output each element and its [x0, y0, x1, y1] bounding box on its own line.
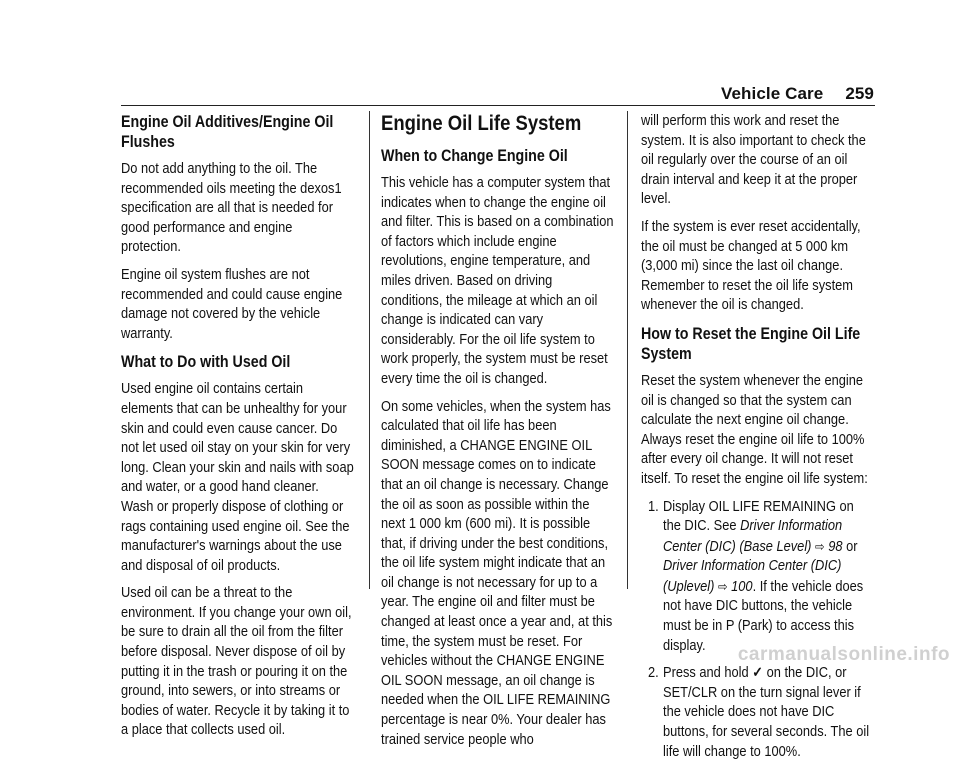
- column-middle: [381, 112, 614, 758]
- page-arrow-icon: ⇨: [717, 578, 728, 594]
- xref-page-100[interactable]: 100: [731, 578, 753, 595]
- paragraph: On some vehicles, when the system has calculated that oil life has been diminished, a CHANGE ENGINE OIL SOON message comes on to indicate that an oil change is necessary. Change the oil as soon as possible within the next 1 000 km (600 mi). It is possible that, if driving under the best conditions, the oil life system might indicate that an oil change is not necessary for up to a year. The engine oil and filter must be changed at least once a year and, at this time, the system must be reset. For vehicles without the CHANGE ENGINE OIL SOON message, an oil change is needed when the OIL LIFE REMAINING percentage is near 0%. Your dealer has trained service people who: [381, 398, 613, 748]
- list-item: [641, 664, 874, 762]
- list-item: [641, 498, 874, 657]
- heading-used-oil: What to Do with Used Oil: [121, 353, 291, 372]
- paragraph: Used oil can be a threat to the environment. If you change your own oil, be sure to drain all the oil from the filter before disposal. Never dispose of oil by putting it in the trash or pouring it on the ground, into sewers, or into streams or bodies of water. Recycle it by taking it to a place that collects used oil.: [121, 585, 352, 739]
- paragraph: Do not add anything to the oil. The recommended oils meeting the dexos1 specification are all that is needed for good performance and engine protection.: [121, 161, 342, 256]
- heading-when-to-change: When to Change Engine Oil: [381, 147, 568, 165]
- heading-oil-life-system: Engine Oil Life System: [381, 112, 582, 135]
- step-text: or: [846, 538, 858, 555]
- heading-reset-oil-life: How to Reset the Engine Oil Life System: [641, 324, 861, 363]
- column-divider-2: [627, 111, 628, 589]
- xref-dic-base[interactable]: Driver Information Center (DIC) (Base Level): [663, 518, 843, 555]
- paragraph: This vehicle has a computer system that indicates when to change the engine oil and filter. This is based on a combination of factors which include engine revolutions, engine temperature, and miles driven. Based on driving conditions, the mileage at which an oil change is indicated can vary considerably. For the oil life system to work properly, the system must be reset every time the oil is changed.: [381, 175, 614, 387]
- header-rule: [121, 105, 875, 106]
- step-text: . If the vehicle does not have DIC buttons, the vehicle must be in P (Park) to access this display.: [663, 578, 864, 654]
- step-text: Display OIL LIFE REMAINING on the DIC. See: [663, 498, 854, 535]
- paragraph: Used engine oil contains certain elements that can be unhealthy for your skin and could even cause cancer. Do not let used oil stay on your skin for very long. Clean your skin and nails with soap and water, or a good hand cleaner. Wash or properly dispose of clothing or rags containing used engine oil. See the manufacturer's warnings about the use and disposal of oil products.: [121, 381, 354, 574]
- page-arrow-icon: ⇨: [815, 538, 825, 554]
- watermark: carmanualsonline.info: [737, 644, 950, 665]
- paragraph: will perform this work and reset the system. It is also important to check the oil regularly over the course of an oil drain interval and keep it at the proper level.: [641, 113, 866, 208]
- paragraph: Reset the system whenever the engine oil is changed so that the system can calculate the next engine oil change. Always reset the engine oil life to 100% after every oil change. It will not reset itself. To reset the engine oil life system:: [641, 372, 868, 487]
- step-number: 1.: [648, 498, 659, 515]
- page-number: 259: [845, 84, 874, 103]
- paragraph: If the system is ever reset accidentally, the oil must be changed at 5 000 km (3,000 mi) since the last oil change. Remember to reset the oil life system whenever the oil is changed.: [641, 218, 861, 314]
- checkmark-icon: ✓: [752, 665, 764, 682]
- section-title: Vehicle Care: [721, 84, 824, 103]
- heading-oil-additives: Engine Oil Additives/Engine Oil Flushes: [121, 113, 334, 151]
- paragraph: Engine oil system flushes are not recommended and could cause engine damage not covered by the vehicle warranty.: [121, 266, 343, 342]
- reset-steps: [641, 498, 874, 763]
- xref-page-98[interactable]: 98: [828, 538, 843, 555]
- step-text: Press and hold: [663, 665, 749, 682]
- running-head: [721, 84, 874, 104]
- xref-dic-uplevel[interactable]: Driver Information Center (DIC) (Uplevel): [663, 558, 842, 595]
- step-text: on the DIC, or SET/CLR on the turn signal lever if the vehicle does not have DIC buttons, for several seconds. The oil life will change to 100%.: [663, 665, 870, 760]
- column-left: [121, 112, 354, 749]
- step-number: 2.: [648, 665, 659, 682]
- column-right: [641, 112, 874, 770]
- column-divider-1: [369, 111, 370, 589]
